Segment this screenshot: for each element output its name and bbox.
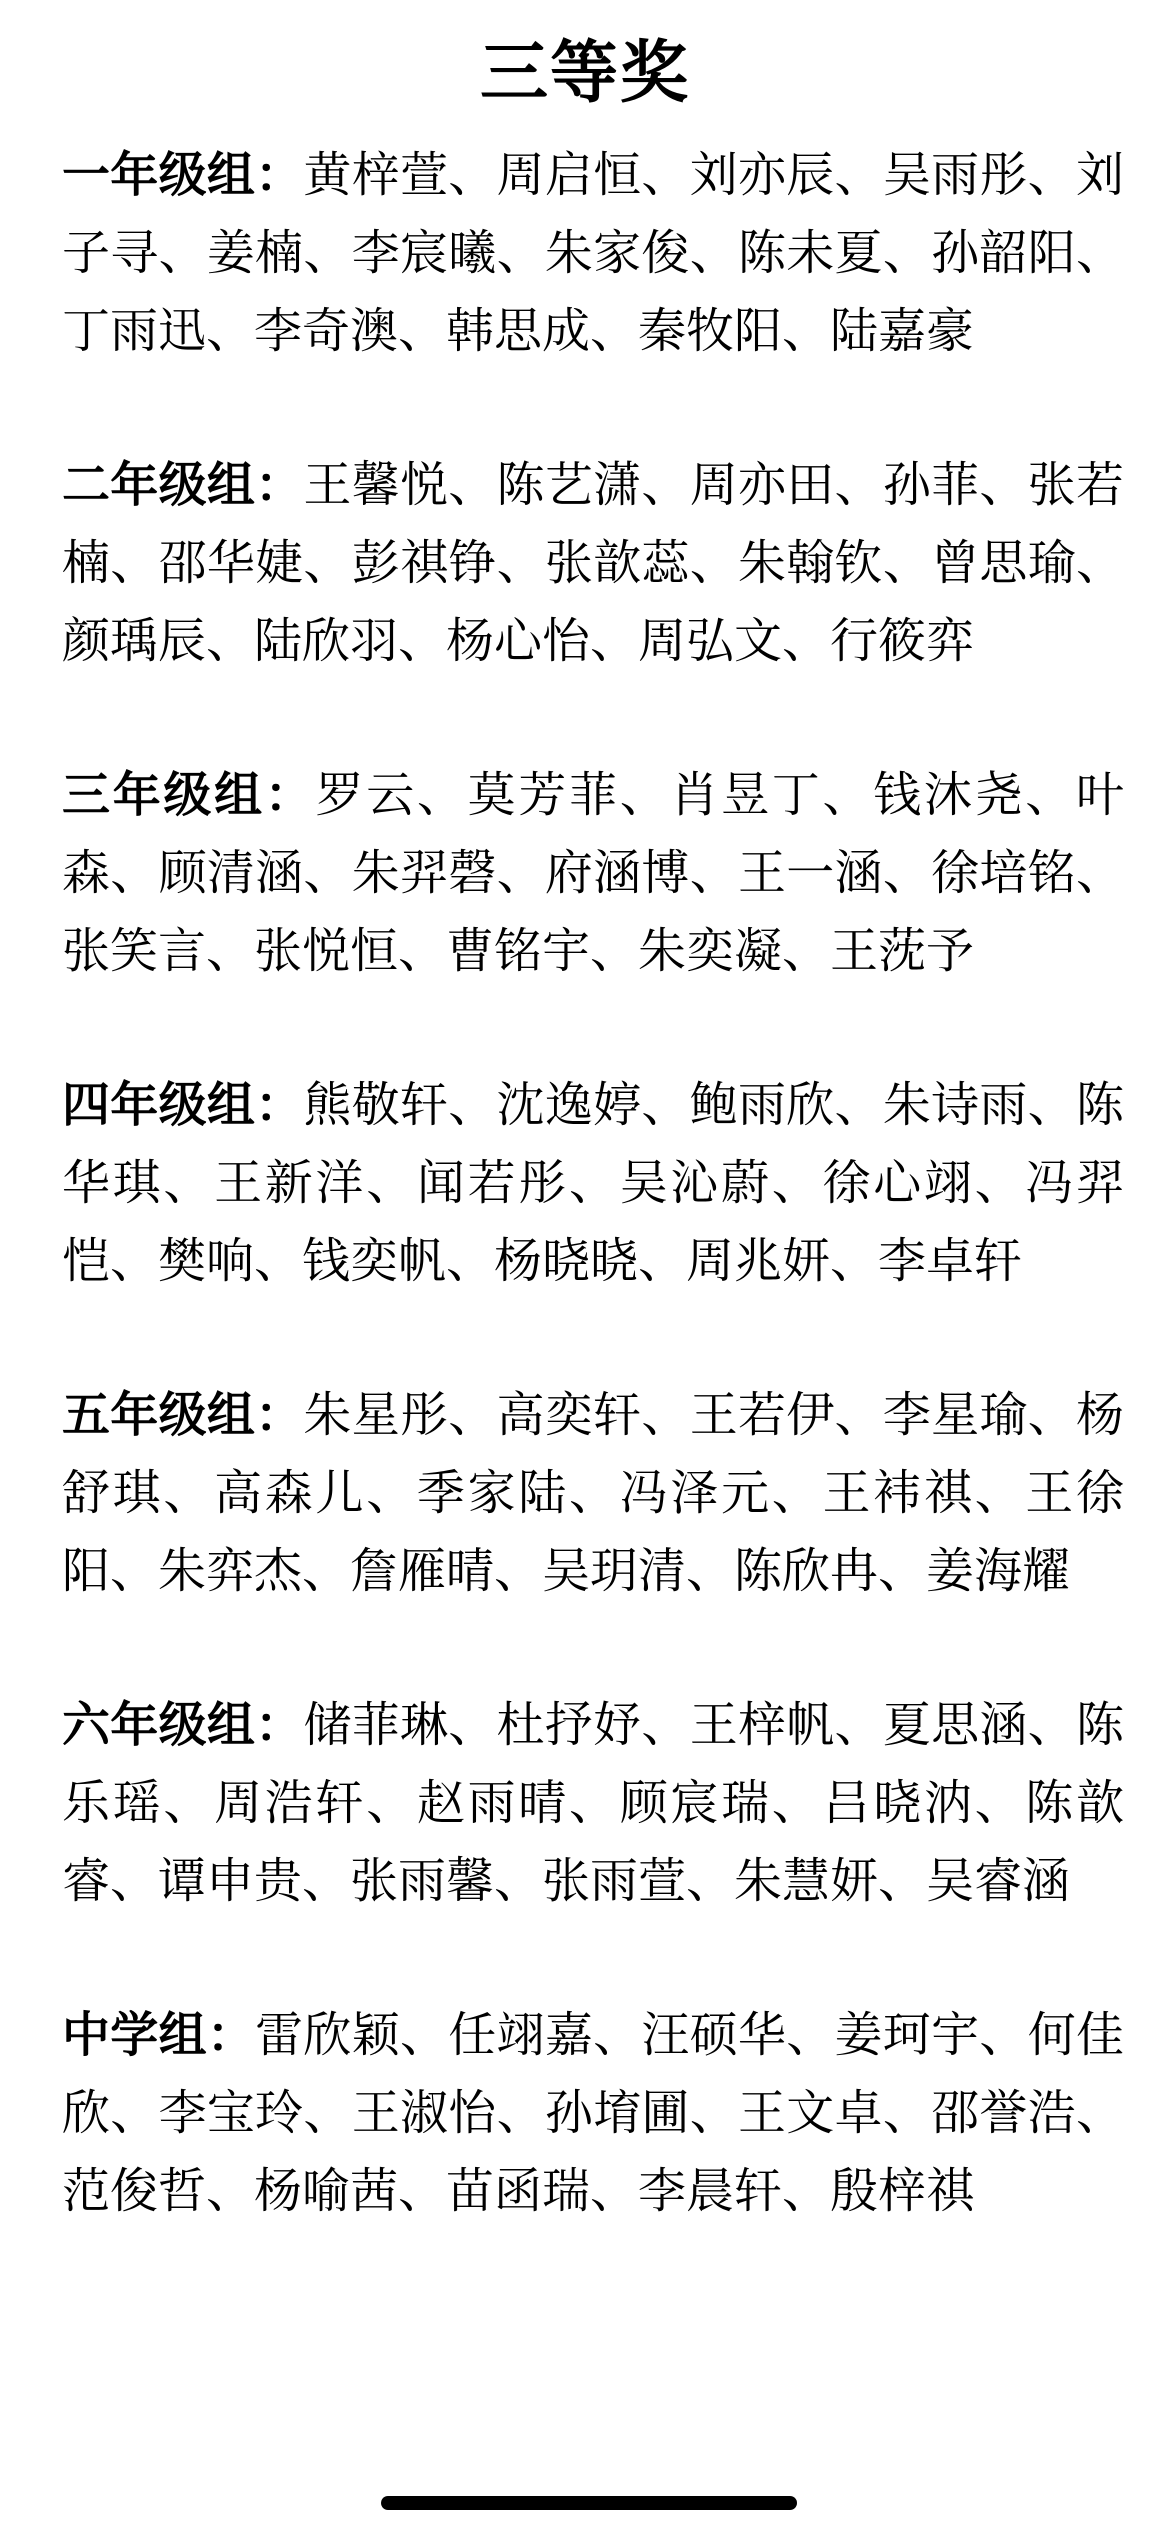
- group-names: 王馨悦、陈艺潇、周亦田、孙菲、张若楠、邵华婕、彭祺铮、张歆蕊、朱翰钦、曾思瑜、颜瑀辰、陆欣羽、杨心怡、周弘文、行筱弈: [62, 457, 1124, 669]
- group-label: 二年级组：: [62, 457, 304, 513]
- group-names: 熊敬轩、沈逸婷、鲍雨欣、朱诗雨、陈华琪、王新洋、闻若彤、吴沁蔚、徐心翊、冯羿恺、樊响、钱奕帆、杨晓晓、周兆妍、李卓轩: [62, 1077, 1124, 1289]
- group-label: 一年级组：: [62, 147, 304, 203]
- middle-school-group: [62, 1996, 1124, 2230]
- group-names: 朱星彤、高奕轩、王若伊、李星瑜、杨舒琪、高森儿、季家陆、冯泽元、王袆祺、王徐阳、朱弈杰、詹雁晴、吴玥清、陈欣冉、姜海耀: [62, 1387, 1124, 1599]
- group-label: 中学组：: [62, 2007, 256, 2063]
- grade-6-group: [62, 1686, 1124, 1920]
- grade-2-group: [62, 446, 1124, 680]
- award-list: [62, 136, 1124, 2306]
- group-names: 黄梓萱、周启恒、刘亦辰、吴雨彤、刘子寻、姜楠、李宸曦、朱家俊、陈未夏、孙韶阳、丁雨迅、李奇澳、韩思成、秦牧阳、陆嘉豪: [62, 147, 1124, 359]
- grade-4-group: [62, 1066, 1124, 1300]
- group-names: 罗云、莫芳菲、肖昱丁、钱沐尧、叶森、顾清涵、朱羿磬、府涵博、王一涵、徐培铭、张笑言、张悦恒、曹铭宇、朱奕凝、王莐予: [62, 767, 1124, 979]
- group-label: 六年级组：: [62, 1697, 304, 1753]
- grade-1-group: [62, 136, 1124, 370]
- home-indicator[interactable]: [381, 2496, 797, 2510]
- grade-5-group: [62, 1376, 1124, 1610]
- page-title: 三等奖: [479, 34, 690, 113]
- grade-3-group: [62, 756, 1124, 990]
- group-label: 四年级组：: [62, 1077, 304, 1133]
- group-names: 储菲琳、杜抒妤、王梓帆、夏思涵、陈乐瑶、周浩轩、赵雨晴、顾宸瑞、吕晓汭、陈歆睿、谭申贵、张雨馨、张雨萱、朱慧妍、吴睿涵: [62, 1697, 1124, 1909]
- group-label: 三年级组：: [62, 767, 316, 823]
- group-names: 雷欣颖、任翊嘉、汪硕华、姜珂宇、何佳欣、李宝玲、王淑怡、孙堉圃、王文卓、邵誉浩、范俊哲、杨喻茜、苗函瑞、李晨轩、殷梓祺: [62, 2007, 1124, 2219]
- group-label: 五年级组：: [62, 1387, 304, 1443]
